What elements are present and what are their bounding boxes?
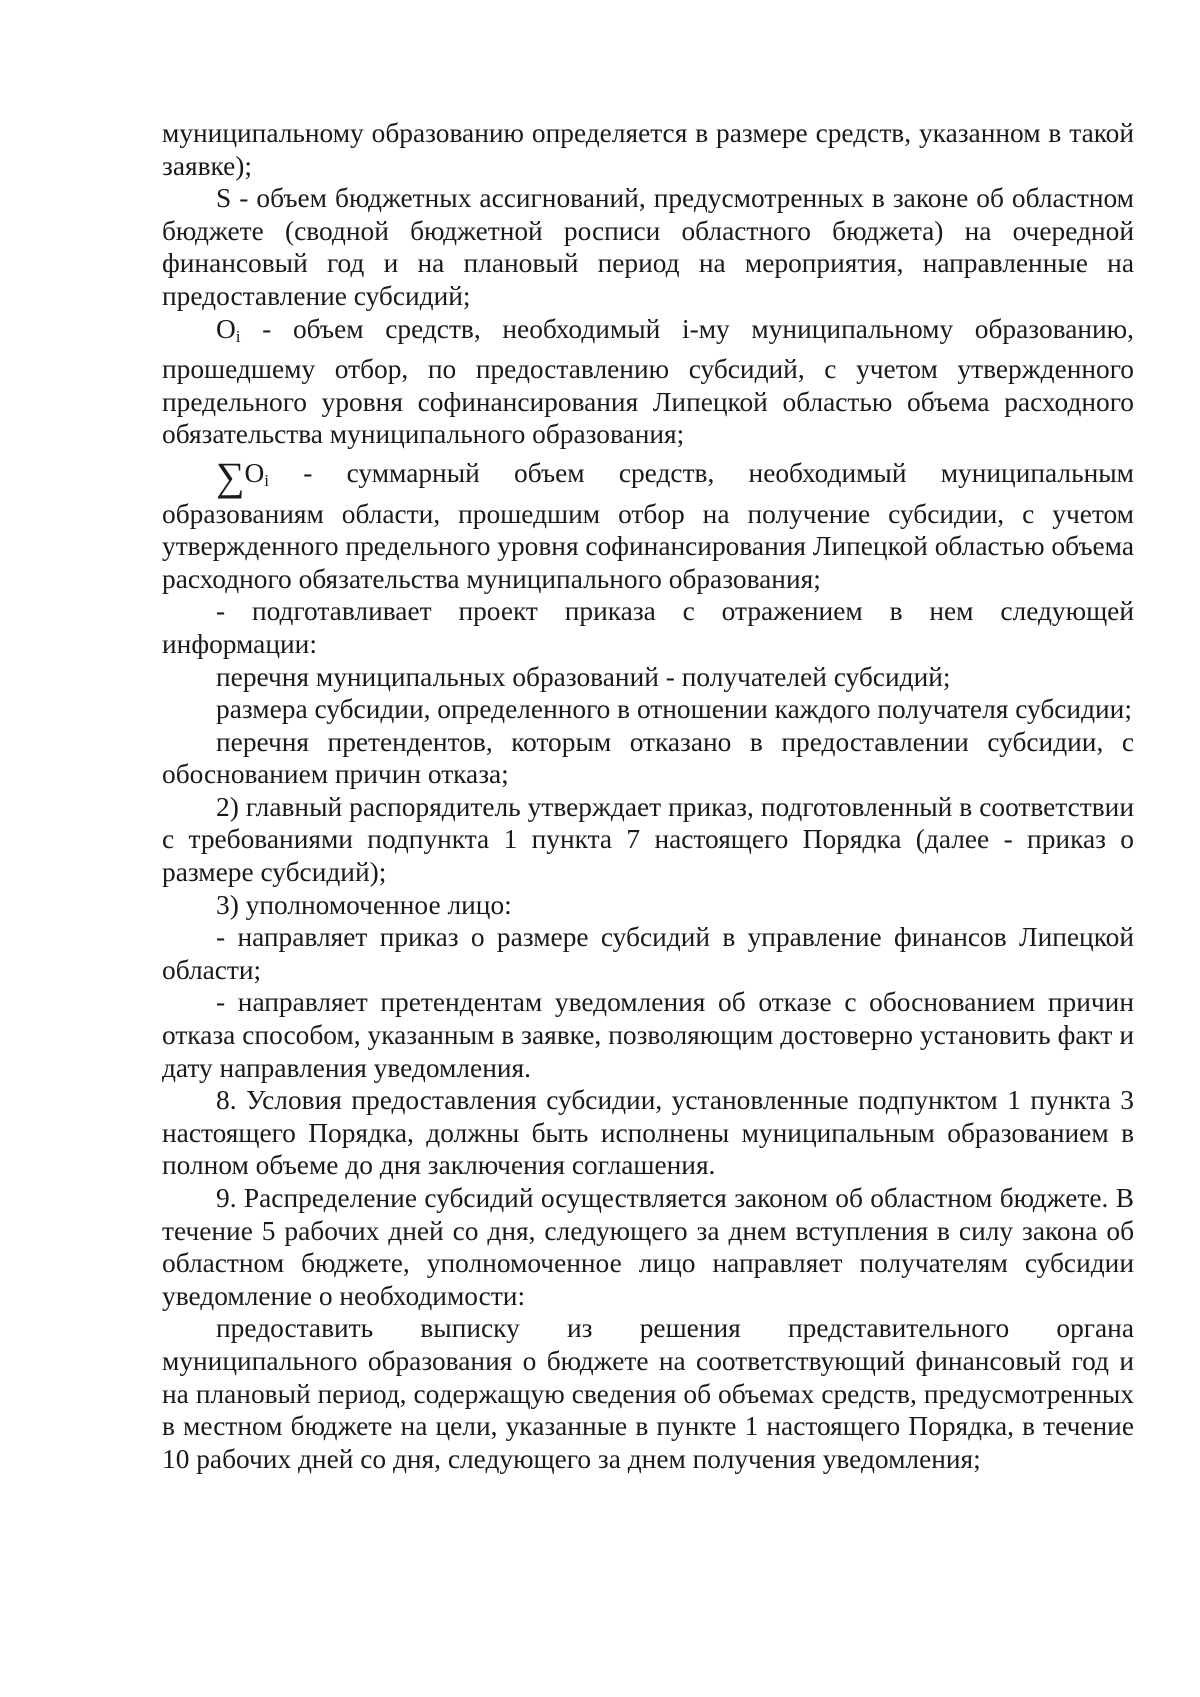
paragraph: перечня муниципальных образований - получателей субсидий; [216, 661, 951, 692]
formula-subscript: i [235, 326, 241, 346]
paragraph-s-definition [162, 182, 1134, 312]
formula-subscript: i [264, 470, 270, 490]
paragraph: перечня претендентов, которым отказано в предоставлении субсидии, с обоснованием причин отказа; [162, 726, 1134, 790]
paragraph: 8. Условия предоставления субсидии, установленные подпунктом 1 пункта 3 настоящего Порядка, должны быть исполнены муниципальным образованием в полном объеме до дня заключения соглашения. [162, 1085, 1134, 1181]
paragraph: - направляет претендентам уведомления об отказе с обоснованием причин отказа способом, указанным в заявке, позволяющим достоверно установить факт и дату направления уведомления. [162, 987, 1134, 1083]
formula-symbol: O [216, 313, 236, 344]
paragraph: 9. Распределение субсидий осуществляется законом об областном бюджете. В течение 5 рабочих дней со дня, следующего за днем вступления в силу закона об областном бюджете, уполномоченное лицо направляет получателям субсидии уведомление о необходимости: [162, 1183, 1134, 1311]
paragraph-text: - суммарный объем средств, необходимый муниципальным образованиям области, прошедшим отбор на получение субсидии, с учетом утвержденного предельного уровня софинансирования Липецкой областью объема расходного обязательства муниципального образования; [162, 457, 1134, 594]
sigma-symbol: ∑ [216, 453, 245, 499]
formula-symbol: O [244, 457, 265, 488]
paragraph-text: - объем средств, необходимый i-му муниципальному образованию, прошедшему отбор, по предоставлению субсидий, с учетом утвержденного предельного уровня софинансирования Липецкой областью объема расходного обязательства муниципального образования; [162, 313, 1134, 450]
paragraph: предоставить выписку из решения представительного органа муниципального образования о бюджете на соответствующий финансовый год и на плановый период, содержащую сведения об объемах средств, предусмотренных в местном бюджете на цели, указанные в пункте 1 настоящего Порядка, в течение 10 рабочих дней со дня, следующего за днем получения уведомления; [162, 1313, 1134, 1474]
paragraph: - подготавливает проект приказа с отражением в нем следующей информации: [162, 596, 1134, 659]
formula-term [216, 453, 270, 499]
paragraph: 3) уполномоченное лицо: [216, 889, 512, 920]
paragraph-sum-oi-definition [162, 453, 1134, 595]
paragraph-text: - объем бюджетных ассигнований, предусмотренных в законе об областном бюджете (сводной бюджетной росписи областного бюджета) на очередной финансовый год и на плановый период на мероприятия, направленные на предоставление субсидий; [162, 183, 1134, 311]
paragraph: 2) главный распорядитель утверждает приказ, подготовленный в соответствии с требованиями подпункта 1 пункта 7 настоящего Порядка (далее - приказ о размере субсидий); [162, 791, 1134, 888]
paragraph: муниципальному образованию определяется в размере средств, указанном в такой заявке); [162, 118, 1134, 181]
paragraph: размера субсидии, определенного в отношении каждого получателя субсидии; [216, 694, 1132, 725]
paragraph-oi-definition [162, 313, 1134, 451]
formula-term [216, 314, 241, 344]
formula-symbol: S [216, 183, 232, 214]
paragraph: - направляет приказ о размере субсидий в управление финансов Липецкой области; [162, 922, 1134, 985]
